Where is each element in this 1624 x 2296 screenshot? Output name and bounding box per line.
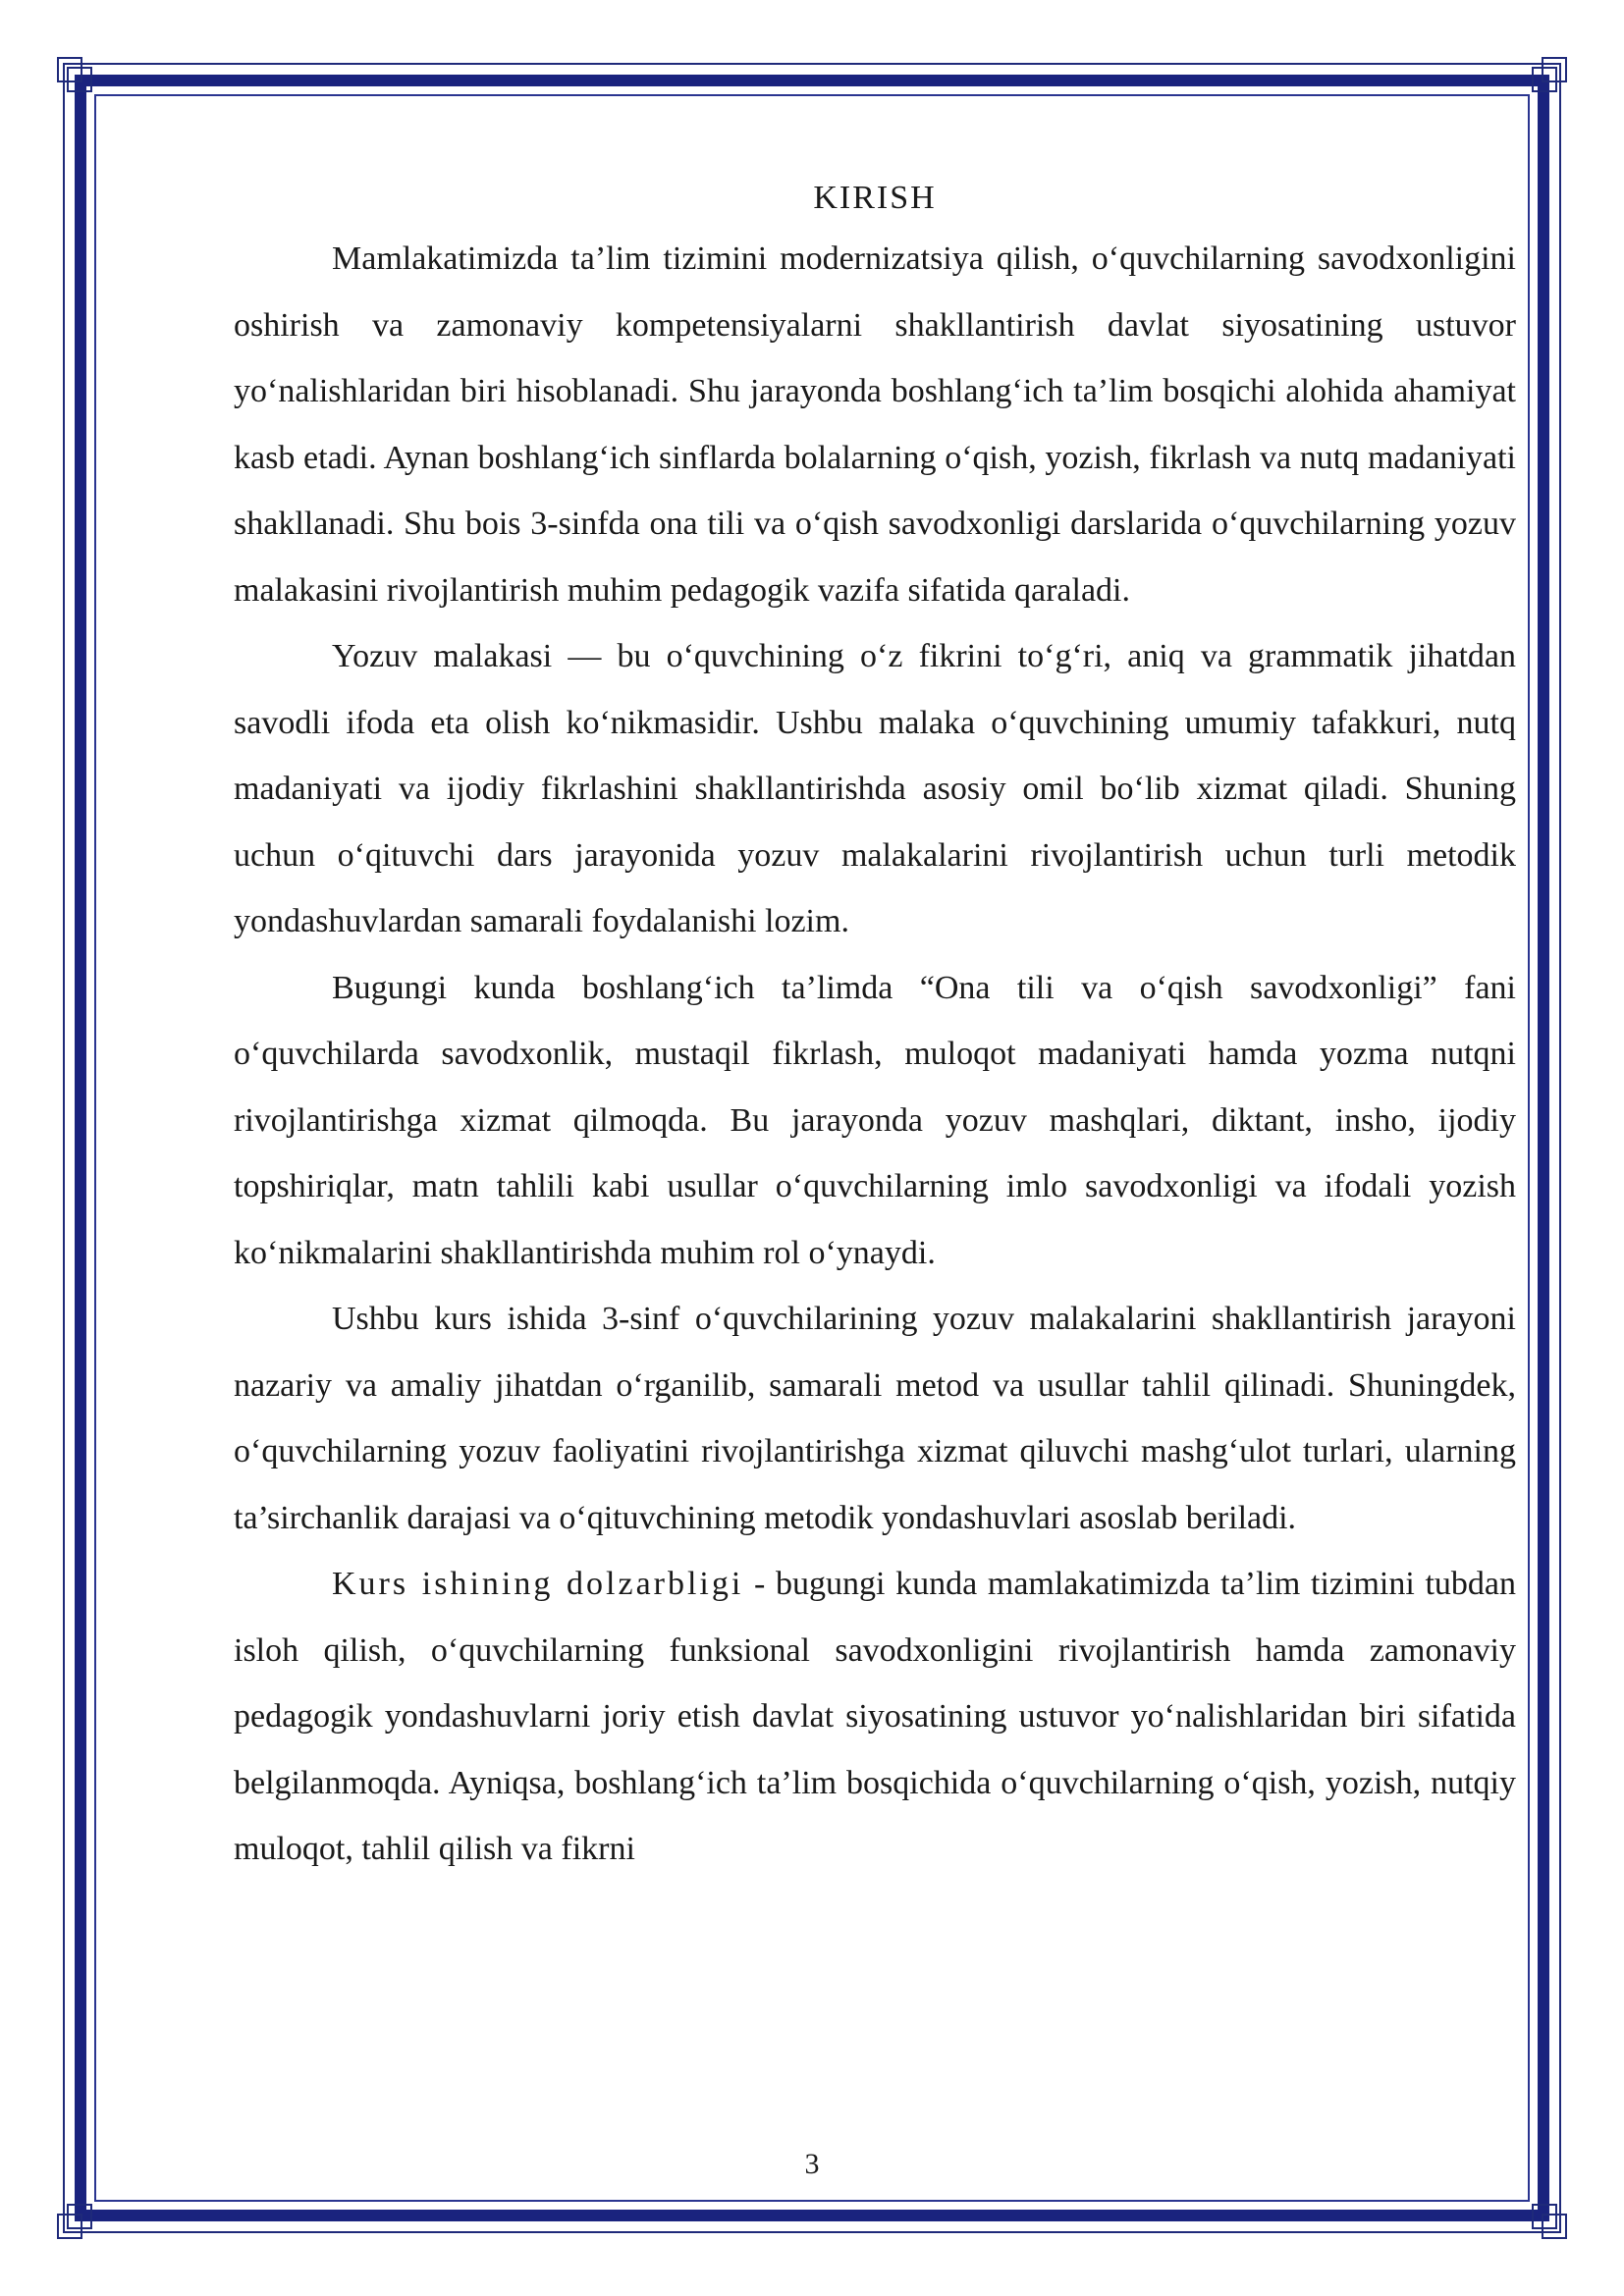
corner-ornament-top-left [57, 57, 96, 96]
relevance-text: - bugungi kunda mamlakatimizda ta’lim tizimini tubdan isloh qilish, o‘quvchilarning funksional savodxonligini rivojlantirish hamda zamonaviy pedagogik yondashuvlarni joriy etish davlat siyosatining ustuvor yo‘nalishlaridan biri sifatida belgilanmoqda. Ayniqsa, boshlang‘ich ta’lim bosqichida o‘quvchilarning o‘qish, yozish, nutqiy muloqot, tahlil qilish va fikrni [234, 1566, 1516, 1867]
page-title: KIRISH [813, 180, 937, 216]
corner-ornament-top-right [1528, 57, 1567, 96]
paragraph-2: Yozuv malakasi — bu o‘quvchining o‘z fikrini to‘g‘ri, aniq va grammatik jihatdan savodli ifoda eta olish ko‘nikmasidir. Ushbu malaka o‘quvchining umumiy tafakkuri, nutq madaniyati va ijodiy fikrlashini shakllantirishda asosiy omil bo‘lib xizmat qiladi. Shuning uchun o‘qituvchi dars jarayonida yozuv malakalarini rivojlantirish uchun turli metodik yondashuvlardan samarali foydalanishi lozim. [234, 638, 1516, 939]
paragraph-3: Bugungi kunda boshlang‘ich ta’limda “Ona tili va o‘qish savodxonligi” fani o‘quvchilarda savodxonlik, mustaqil fikrlash, muloqot madaniyati hamda yozma nutqni rivojlantirishga xizmat qilmoqda. Bu jarayonda yozuv mashqlari, diktant, insho, ijodiy topshiriqlar, matn tahlili kabi usullar o‘quvchilarning imlo savodxonligi va ifodali yozish ko‘nikmalarini shakllantirishda muhim rol o‘ynaydi. [234, 969, 1516, 1271]
paragraph-1: Mamlakatimizda ta’lim tizimini modernizatsiya qilish, o‘quvchilarning savodxonligini oshirish va zamonaviy kompetensiyalarni shakllantirish davlat siyosatining ustuvor yo‘nalishlaridan biri hisoblanadi. Shu jarayonda boshlang‘ich ta’lim bosqichi alohida ahamiyat kasb etadi. Aynan boshlang‘ich sinflarda bolalarning o‘qish, yozish, fikrlash va nutq madaniyati shakllanadi. Shu bois 3-sinfda ona tili va o‘qish savodxonligi darslarida o‘quvchilarning yozuv malakasini rivojlantirish muhim pedagogik vazifa sifatida qaraladi. [234, 240, 1516, 609]
corner-ornament-bottom-right [1528, 2200, 1567, 2239]
paragraph-5 [234, 1551, 1516, 1883]
paragraph-4: Ushbu kurs ishida 3-sinf o‘quvchilarining yozuv malakalarini shakllantirish jarayoni nazariy va amaliy jihatdan o‘rganilib, samarali metod va usullar tahlil qilinadi. Shuningdek, o‘quvchilarning yozuv faoliyatini rivojlantirishga xizmat qiluvchi mashg‘ulot turlari, ularning ta’sirchanlik darajasi va o‘qituvchining metodik yondashuvlari asoslab beriladi. [234, 1301, 1516, 1536]
corner-ornament-bottom-left [57, 2200, 96, 2239]
relevance-term: Kurs ishining dolzarbligi [332, 1566, 744, 1602]
page-number: 3 [804, 2148, 820, 2180]
page-content [234, 175, 1516, 1883]
